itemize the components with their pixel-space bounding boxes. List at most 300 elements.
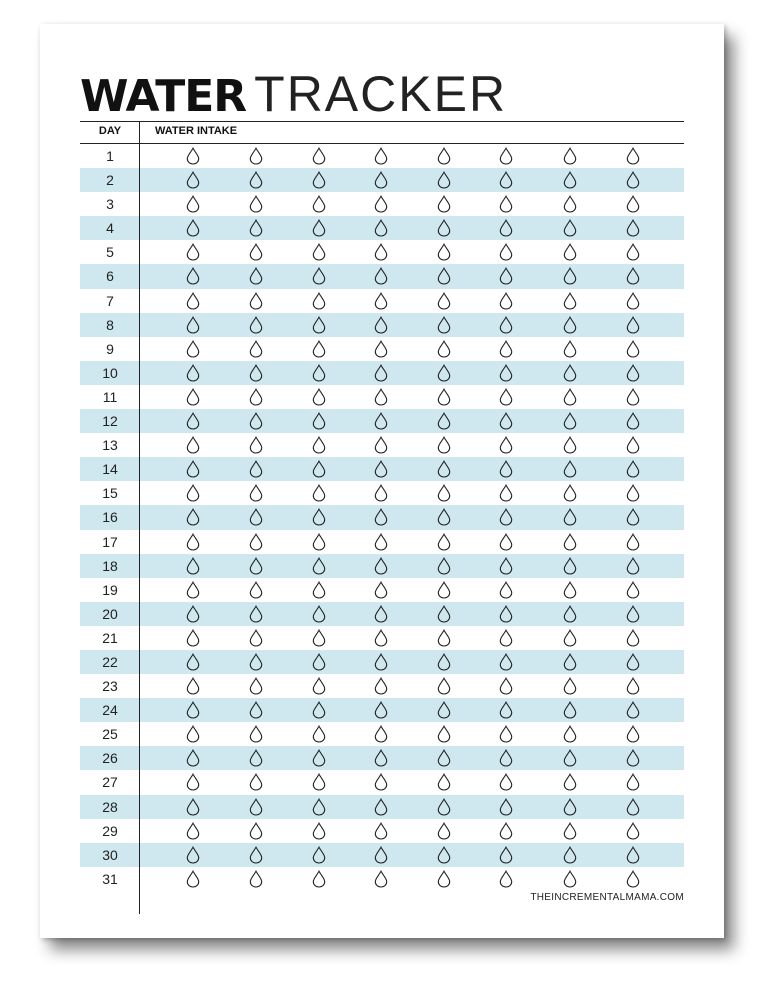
day-row [80, 770, 684, 794]
water-drop-outline-icon[interactable] [437, 147, 451, 165]
water-drop-outline-icon[interactable] [249, 147, 263, 165]
day-number: 24 [102, 702, 118, 719]
title-light-word: TRACKER [254, 66, 508, 122]
water-drop-outline-icon[interactable] [626, 484, 640, 502]
water-drop-outline-icon[interactable] [186, 870, 200, 888]
water-drop-outline-icon[interactable] [437, 557, 451, 575]
water-drop-outline-icon[interactable] [374, 436, 388, 454]
water-drop-outline-icon[interactable] [374, 557, 388, 575]
water-drop-outline-icon[interactable] [626, 436, 640, 454]
water-drop-outline-icon[interactable] [186, 798, 200, 816]
water-drop-outline-icon[interactable] [499, 822, 513, 840]
water-drop-outline-icon[interactable] [374, 629, 388, 647]
water-drop-outline-icon[interactable] [374, 219, 388, 237]
water-drop-outline-icon[interactable] [499, 243, 513, 261]
day-row [80, 313, 684, 337]
day-row [80, 698, 684, 722]
water-drop-outline-icon[interactable] [249, 267, 263, 285]
water-drop-outline-icon[interactable] [437, 677, 451, 695]
water-drop-outline-icon[interactable] [563, 508, 577, 526]
water-drop-outline-icon[interactable] [186, 219, 200, 237]
water-drop-outline-icon[interactable] [499, 629, 513, 647]
water-drop-outline-icon[interactable] [249, 677, 263, 695]
water-drop-outline-icon[interactable] [374, 725, 388, 743]
water-drop-outline-icon[interactable] [563, 725, 577, 743]
water-drop-outline-icon[interactable] [499, 460, 513, 478]
water-drop-outline-icon[interactable] [563, 749, 577, 767]
day-column-header: DAY [98, 125, 122, 137]
water-drop-outline-icon[interactable] [563, 340, 577, 358]
water-drop-outline-icon[interactable] [186, 508, 200, 526]
day-row [80, 361, 684, 385]
water-drop-outline-icon[interactable] [499, 773, 513, 791]
water-drop-outline-icon[interactable] [186, 581, 200, 599]
water-drop-outline-icon[interactable] [374, 316, 388, 334]
water-drop-outline-icon[interactable] [626, 508, 640, 526]
water-drop-outline-icon[interactable] [499, 605, 513, 623]
water-drop-outline-icon[interactable] [312, 701, 326, 719]
water-drop-outline-icon[interactable] [312, 460, 326, 478]
water-drop-outline-icon[interactable] [312, 533, 326, 551]
water-drop-outline-icon[interactable] [312, 677, 326, 695]
water-drop-outline-icon[interactable] [312, 798, 326, 816]
day-row [80, 674, 684, 698]
water-drop-outline-icon[interactable] [374, 147, 388, 165]
water-drop-outline-icon[interactable] [499, 436, 513, 454]
water-drop-outline-icon[interactable] [499, 171, 513, 189]
water-drop-outline-icon[interactable] [499, 388, 513, 406]
water-drop-outline-icon[interactable] [312, 773, 326, 791]
water-drop-outline-icon[interactable] [563, 388, 577, 406]
water-drop-outline-icon[interactable] [249, 581, 263, 599]
water-drop-outline-icon[interactable] [626, 171, 640, 189]
day-number: 13 [102, 437, 118, 454]
day-number: 9 [106, 340, 114, 357]
water-drop-outline-icon[interactable] [499, 340, 513, 358]
water-drop-outline-icon[interactable] [626, 316, 640, 334]
day-row [80, 578, 684, 602]
water-drop-outline-icon[interactable] [312, 243, 326, 261]
water-drop-outline-icon[interactable] [437, 605, 451, 623]
water-drop-outline-icon[interactable] [312, 557, 326, 575]
water-drop-outline-icon[interactable] [186, 171, 200, 189]
water-drop-outline-icon[interactable] [626, 388, 640, 406]
day-row [80, 240, 684, 264]
water-drop-outline-icon[interactable] [186, 267, 200, 285]
water-drop-outline-icon[interactable] [437, 484, 451, 502]
water-drop-outline-icon[interactable] [374, 653, 388, 671]
water-drop-outline-icon[interactable] [374, 171, 388, 189]
water-drop-outline-icon[interactable] [374, 243, 388, 261]
water-drop-outline-icon[interactable] [626, 364, 640, 382]
water-drop-outline-icon[interactable] [499, 316, 513, 334]
water-drop-outline-icon[interactable] [437, 267, 451, 285]
water-drop-outline-icon[interactable] [374, 412, 388, 430]
water-drop-outline-icon[interactable] [186, 243, 200, 261]
day-number: 11 [102, 388, 118, 405]
water-drop-outline-icon[interactable] [563, 147, 577, 165]
day-row [80, 192, 684, 216]
water-drop-outline-icon[interactable] [186, 364, 200, 382]
water-drop-outline-icon[interactable] [312, 388, 326, 406]
day-row [80, 409, 684, 433]
water-drop-outline-icon[interactable] [374, 484, 388, 502]
water-drop-outline-icon[interactable] [563, 798, 577, 816]
water-drop-outline-icon[interactable] [626, 412, 640, 430]
water-drop-outline-icon[interactable] [249, 773, 263, 791]
water-drop-outline-icon[interactable] [437, 653, 451, 671]
water-drop-outline-icon[interactable] [626, 219, 640, 237]
water-drop-outline-icon[interactable] [626, 340, 640, 358]
water-drop-outline-icon[interactable] [249, 629, 263, 647]
water-drop-outline-icon[interactable] [186, 460, 200, 478]
water-drop-outline-icon[interactable] [186, 605, 200, 623]
water-drop-outline-icon[interactable] [186, 846, 200, 864]
water-drop-outline-icon[interactable] [186, 388, 200, 406]
day-number: 2 [106, 172, 114, 189]
water-drop-outline-icon[interactable] [186, 195, 200, 213]
water-drop-outline-icon[interactable] [437, 316, 451, 334]
water-drop-outline-icon[interactable] [437, 171, 451, 189]
water-drop-outline-icon[interactable] [563, 773, 577, 791]
water-drop-outline-icon[interactable] [374, 581, 388, 599]
water-drop-outline-icon[interactable] [499, 725, 513, 743]
water-drop-outline-icon[interactable] [563, 195, 577, 213]
water-drop-outline-icon[interactable] [374, 364, 388, 382]
water-drop-outline-icon[interactable] [186, 292, 200, 310]
water-drop-outline-icon[interactable] [626, 195, 640, 213]
water-drop-outline-icon[interactable] [626, 749, 640, 767]
day-row [80, 289, 684, 313]
water-drop-outline-icon[interactable] [499, 798, 513, 816]
water-drop-outline-icon[interactable] [249, 195, 263, 213]
water-drop-outline-icon[interactable] [374, 798, 388, 816]
water-drop-outline-icon[interactable] [186, 653, 200, 671]
water-drop-outline-icon[interactable] [626, 605, 640, 623]
day-number: 1 [106, 148, 114, 164]
day-number: 26 [102, 750, 118, 767]
water-drop-outline-icon[interactable] [312, 171, 326, 189]
water-drop-outline-icon[interactable] [249, 508, 263, 526]
water-drop-outline-icon[interactable] [563, 557, 577, 575]
water-drop-outline-icon[interactable] [499, 364, 513, 382]
water-drop-outline-icon[interactable] [249, 870, 263, 888]
water-drop-outline-icon[interactable] [374, 749, 388, 767]
water-drop-outline-icon[interactable] [437, 773, 451, 791]
day-row [80, 337, 684, 361]
day-number: 19 [102, 581, 118, 598]
water-drop-outline-icon[interactable] [249, 725, 263, 743]
water-drop-outline-icon[interactable] [499, 557, 513, 575]
water-drop-outline-icon[interactable] [374, 701, 388, 719]
water-drop-outline-icon[interactable] [249, 460, 263, 478]
water-drop-outline-icon[interactable] [563, 533, 577, 551]
water-drop-outline-icon[interactable] [249, 364, 263, 382]
water-drop-outline-icon[interactable] [499, 677, 513, 695]
day-number: 18 [102, 557, 118, 574]
water-drop-outline-icon[interactable] [249, 412, 263, 430]
water-drop-outline-icon[interactable] [312, 846, 326, 864]
day-row [80, 216, 684, 240]
water-drop-outline-icon[interactable] [499, 412, 513, 430]
water-drop-outline-icon[interactable] [437, 725, 451, 743]
water-drop-outline-icon[interactable] [374, 773, 388, 791]
day-number: 27 [102, 774, 118, 791]
water-drop-outline-icon[interactable] [499, 749, 513, 767]
water-drop-outline-icon[interactable] [626, 725, 640, 743]
water-drop-outline-icon[interactable] [563, 653, 577, 671]
day-row [80, 843, 684, 867]
water-drop-outline-icon[interactable] [626, 798, 640, 816]
water-drop-outline-icon[interactable] [626, 292, 640, 310]
water-drop-outline-icon[interactable] [312, 195, 326, 213]
water-drop-outline-icon[interactable] [563, 870, 577, 888]
water-drop-outline-icon[interactable] [437, 195, 451, 213]
water-drop-outline-icon[interactable] [437, 364, 451, 382]
water-drop-outline-icon[interactable] [312, 219, 326, 237]
day-number: 3 [106, 196, 114, 213]
water-drop-outline-icon[interactable] [312, 292, 326, 310]
water-drop-outline-icon[interactable] [437, 436, 451, 454]
water-drop-outline-icon[interactable] [626, 653, 640, 671]
day-number: 29 [102, 822, 118, 839]
water-drop-outline-icon[interactable] [312, 508, 326, 526]
water-drop-outline-icon[interactable] [186, 701, 200, 719]
water-drop-outline-icon[interactable] [312, 267, 326, 285]
column-divider [139, 121, 140, 914]
water-drop-outline-icon[interactable] [437, 798, 451, 816]
water-drop-outline-icon[interactable] [186, 436, 200, 454]
water-drop-outline-icon[interactable] [374, 508, 388, 526]
water-drop-outline-icon[interactable] [437, 243, 451, 261]
water-drop-outline-icon[interactable] [626, 701, 640, 719]
day-row [80, 457, 684, 481]
water-drop-outline-icon[interactable] [374, 677, 388, 695]
water-drop-outline-icon[interactable] [563, 581, 577, 599]
day-number: 5 [106, 244, 114, 261]
water-drop-outline-icon[interactable] [499, 292, 513, 310]
day-row [80, 168, 684, 192]
water-drop-outline-icon[interactable] [437, 388, 451, 406]
water-drop-outline-icon[interactable] [437, 822, 451, 840]
water-drop-outline-icon[interactable] [374, 195, 388, 213]
water-drop-outline-icon[interactable] [374, 267, 388, 285]
water-drop-outline-icon[interactable] [312, 340, 326, 358]
water-drop-outline-icon[interactable] [249, 822, 263, 840]
water-drop-outline-icon[interactable] [374, 605, 388, 623]
water-drop-outline-icon[interactable] [249, 219, 263, 237]
water-drop-outline-icon[interactable] [186, 340, 200, 358]
water-drop-outline-icon[interactable] [312, 484, 326, 502]
water-drop-outline-icon[interactable] [626, 533, 640, 551]
water-drop-outline-icon[interactable] [374, 340, 388, 358]
water-drop-outline-icon[interactable] [249, 292, 263, 310]
day-row [80, 144, 684, 168]
water-drop-outline-icon[interactable] [249, 557, 263, 575]
water-drop-outline-icon[interactable] [499, 533, 513, 551]
water-drop-outline-icon[interactable] [249, 484, 263, 502]
water-drop-outline-icon[interactable] [437, 629, 451, 647]
water-drop-outline-icon[interactable] [186, 725, 200, 743]
water-drop-outline-icon[interactable] [437, 533, 451, 551]
water-drop-outline-icon[interactable] [312, 653, 326, 671]
water-drop-outline-icon[interactable] [312, 749, 326, 767]
water-drop-outline-icon[interactable] [626, 846, 640, 864]
water-drop-outline-icon[interactable] [499, 870, 513, 888]
title-bold-word: WATER [80, 71, 247, 122]
day-number: 22 [102, 653, 118, 670]
water-intake-column-header: WATER INTAKE [155, 125, 238, 137]
water-drop-outline-icon[interactable] [249, 798, 263, 816]
water-drop-outline-icon[interactable] [249, 316, 263, 334]
water-drop-outline-icon[interactable] [249, 653, 263, 671]
water-drop-outline-icon[interactable] [249, 340, 263, 358]
water-drop-outline-icon[interactable] [563, 412, 577, 430]
water-drop-outline-icon[interactable] [249, 846, 263, 864]
water-drop-outline-icon[interactable] [499, 484, 513, 502]
water-drop-outline-icon[interactable] [186, 773, 200, 791]
water-drop-outline-icon[interactable] [626, 822, 640, 840]
water-drop-outline-icon[interactable] [186, 316, 200, 334]
water-drop-outline-icon[interactable] [312, 412, 326, 430]
water-drop-outline-icon[interactable] [186, 412, 200, 430]
water-drop-outline-icon[interactable] [499, 195, 513, 213]
water-drop-outline-icon[interactable] [249, 436, 263, 454]
water-drop-outline-icon[interactable] [312, 147, 326, 165]
water-drop-outline-icon[interactable] [563, 822, 577, 840]
water-drop-outline-icon[interactable] [186, 749, 200, 767]
day-number: 25 [102, 726, 118, 743]
day-number: 6 [106, 268, 114, 285]
water-drop-outline-icon[interactable] [186, 533, 200, 551]
water-drop-outline-icon[interactable] [499, 701, 513, 719]
water-drop-outline-icon[interactable] [563, 267, 577, 285]
water-drop-outline-icon[interactable] [563, 171, 577, 189]
footer-url: THEINCREMENTALMAMA.COM [530, 892, 684, 903]
water-drop-outline-icon[interactable] [312, 364, 326, 382]
day-row [80, 264, 684, 288]
water-drop-outline-icon[interactable] [563, 292, 577, 310]
water-drop-outline-icon[interactable] [563, 846, 577, 864]
water-drop-outline-icon[interactable] [437, 508, 451, 526]
water-drop-outline-icon[interactable] [249, 388, 263, 406]
water-drop-outline-icon[interactable] [563, 605, 577, 623]
water-drop-outline-icon[interactable] [249, 749, 263, 767]
water-drop-outline-icon[interactable] [186, 629, 200, 647]
day-row [80, 554, 684, 578]
water-drop-outline-icon[interactable] [186, 677, 200, 695]
water-drop-outline-icon[interactable] [626, 460, 640, 478]
day-number: 10 [102, 364, 118, 381]
water-drop-outline-icon[interactable] [499, 508, 513, 526]
day-number: 16 [102, 509, 118, 526]
water-drop-outline-icon[interactable] [437, 581, 451, 599]
water-drop-outline-icon[interactable] [186, 484, 200, 502]
water-drop-outline-icon[interactable] [374, 846, 388, 864]
day-row [80, 481, 684, 505]
water-drop-outline-icon[interactable] [186, 147, 200, 165]
water-drop-outline-icon[interactable] [563, 243, 577, 261]
water-drop-outline-icon[interactable] [312, 436, 326, 454]
water-drop-outline-icon[interactable] [437, 219, 451, 237]
page-title [80, 64, 507, 124]
day-number: 21 [102, 629, 118, 646]
water-drop-outline-icon[interactable] [626, 870, 640, 888]
water-drop-outline-icon[interactable] [563, 484, 577, 502]
water-drop-outline-icon[interactable] [437, 412, 451, 430]
day-number: 12 [102, 413, 118, 430]
day-number: 31 [102, 870, 118, 887]
day-row [80, 867, 684, 891]
water-drop-outline-icon[interactable] [499, 581, 513, 599]
day-row [80, 722, 684, 746]
water-drop-outline-icon[interactable] [437, 460, 451, 478]
water-drop-outline-icon[interactable] [563, 460, 577, 478]
water-drop-outline-icon[interactable] [437, 870, 451, 888]
water-drop-outline-icon[interactable] [249, 243, 263, 261]
water-drop-outline-icon[interactable] [499, 219, 513, 237]
water-drop-outline-icon[interactable] [437, 340, 451, 358]
water-drop-outline-icon[interactable] [312, 629, 326, 647]
water-drop-outline-icon[interactable] [563, 316, 577, 334]
water-drop-outline-icon[interactable] [563, 629, 577, 647]
water-drop-outline-icon[interactable] [626, 581, 640, 599]
water-drop-outline-icon[interactable] [249, 533, 263, 551]
water-drop-outline-icon[interactable] [374, 460, 388, 478]
water-drop-outline-icon[interactable] [563, 219, 577, 237]
water-drop-outline-icon[interactable] [626, 267, 640, 285]
water-drop-outline-icon[interactable] [249, 171, 263, 189]
water-drop-outline-icon[interactable] [563, 701, 577, 719]
water-drop-outline-icon[interactable] [499, 653, 513, 671]
water-drop-outline-icon[interactable] [437, 846, 451, 864]
water-drop-outline-icon[interactable] [186, 822, 200, 840]
water-drop-outline-icon[interactable] [499, 267, 513, 285]
water-drop-outline-icon[interactable] [437, 292, 451, 310]
water-drop-outline-icon[interactable] [374, 533, 388, 551]
water-drop-outline-icon[interactable] [249, 701, 263, 719]
water-drop-outline-icon[interactable] [374, 388, 388, 406]
water-drop-outline-icon[interactable] [312, 870, 326, 888]
water-drop-outline-icon[interactable] [312, 725, 326, 743]
water-drop-outline-icon[interactable] [374, 822, 388, 840]
water-drop-outline-icon[interactable] [626, 243, 640, 261]
water-drop-outline-icon[interactable] [374, 870, 388, 888]
water-drop-outline-icon[interactable] [626, 147, 640, 165]
water-drop-outline-icon[interactable] [626, 557, 640, 575]
water-drop-outline-icon[interactable] [374, 292, 388, 310]
water-drop-outline-icon[interactable] [499, 846, 513, 864]
water-drop-outline-icon[interactable] [312, 316, 326, 334]
day-row [80, 602, 684, 626]
water-drop-outline-icon[interactable] [499, 147, 513, 165]
water-drop-outline-icon[interactable] [563, 364, 577, 382]
water-drop-outline-icon[interactable] [312, 581, 326, 599]
day-row [80, 746, 684, 770]
water-drop-outline-icon[interactable] [626, 629, 640, 647]
water-drop-outline-icon[interactable] [312, 605, 326, 623]
water-drop-outline-icon[interactable] [626, 677, 640, 695]
water-drop-outline-icon[interactable] [437, 749, 451, 767]
water-drop-outline-icon[interactable] [437, 701, 451, 719]
water-drop-outline-icon[interactable] [186, 557, 200, 575]
water-drop-outline-icon[interactable] [312, 822, 326, 840]
tracker-page [40, 24, 724, 938]
water-drop-outline-icon[interactable] [249, 605, 263, 623]
water-drop-outline-icon[interactable] [563, 436, 577, 454]
water-drop-outline-icon[interactable] [563, 677, 577, 695]
water-drop-outline-icon[interactable] [626, 773, 640, 791]
